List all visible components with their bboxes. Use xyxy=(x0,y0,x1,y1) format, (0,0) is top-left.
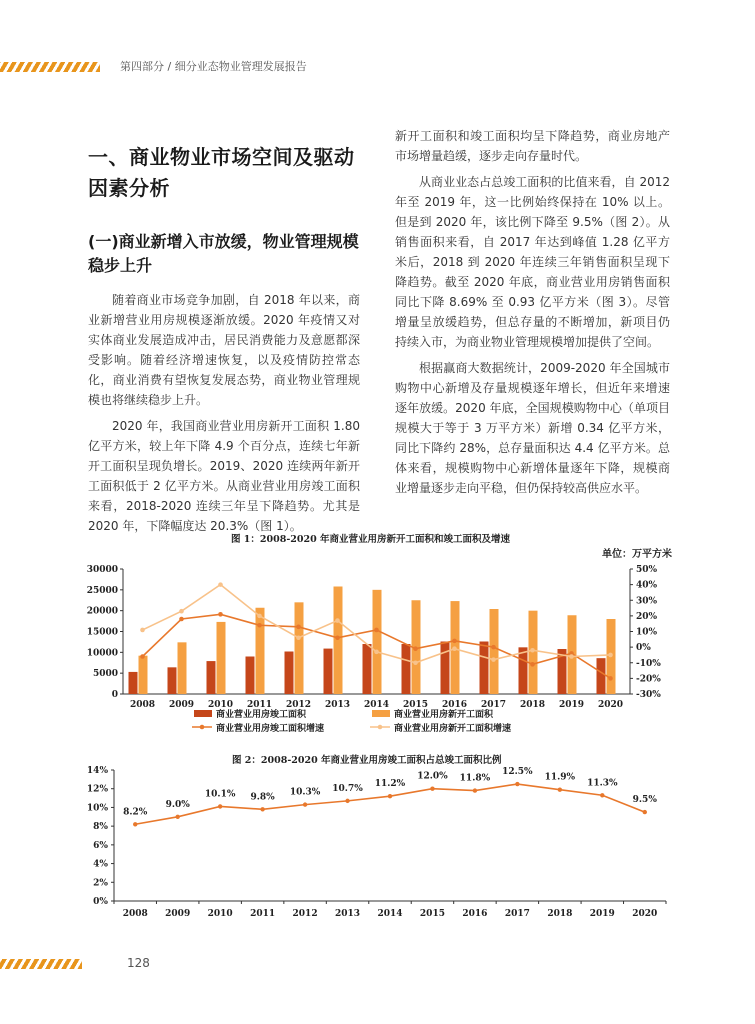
data-label-2013: 10.7% xyxy=(332,783,363,794)
bar-completed-2009 xyxy=(168,667,177,694)
footer-stripe xyxy=(0,959,82,969)
x-tick-label: 2020 xyxy=(597,700,624,710)
bar-completed-2015 xyxy=(402,644,411,694)
legend-label: 商业营业用房竣工面积增速 xyxy=(216,724,325,734)
legend-swatch xyxy=(194,710,212,717)
share-point-2012 xyxy=(303,802,307,806)
bar-new-start-2008 xyxy=(139,656,148,694)
x-tick-label: 2019 xyxy=(558,700,585,710)
data-label-2015: 12.0% xyxy=(417,771,448,782)
legend-swatch xyxy=(372,710,390,717)
bar-completed-2014 xyxy=(363,644,372,694)
y-tick-label: 12% xyxy=(86,784,108,795)
y-tick-label-right: -10% xyxy=(636,658,661,669)
y-tick-label-left: 0 xyxy=(111,690,118,700)
y-tick-label-right: 40% xyxy=(636,580,658,591)
y-tick-label-left: 10000 xyxy=(86,648,118,659)
bar-completed-2018 xyxy=(519,647,528,694)
point-completed-growth-2015 xyxy=(413,646,418,651)
bar-new-start-2011 xyxy=(256,608,265,694)
x-tick-label: 2014 xyxy=(363,700,390,710)
x-tick-label: 2020 xyxy=(632,909,658,919)
legend-label: 商业营业用房新开工面积 xyxy=(394,710,494,720)
point-new-start-growth-2014 xyxy=(374,650,379,655)
bar-completed-2016 xyxy=(441,642,450,695)
y-tick-label: 4% xyxy=(93,859,108,870)
left-column xyxy=(88,142,360,542)
data-label-2008: 8.2% xyxy=(123,807,148,818)
point-completed-growth-2020 xyxy=(608,676,613,681)
bar-new-start-2017 xyxy=(490,609,499,694)
point-completed-growth-2011 xyxy=(257,623,262,628)
x-tick-label: 2017 xyxy=(504,909,530,919)
header-stripe xyxy=(0,62,100,72)
x-tick-label: 2017 xyxy=(480,700,507,710)
x-tick-label: 2016 xyxy=(462,909,488,919)
x-tick-label: 2012 xyxy=(292,909,318,919)
point-completed-growth-2014 xyxy=(374,628,379,633)
x-tick-label: 2018 xyxy=(547,909,573,919)
bar-new-start-2013 xyxy=(334,587,343,695)
x-tick-label: 2011 xyxy=(250,909,276,919)
share-point-2014 xyxy=(388,794,392,798)
point-completed-growth-2018 xyxy=(530,662,535,667)
x-tick-label: 2015 xyxy=(402,700,429,710)
point-new-start-growth-2015 xyxy=(413,660,418,665)
y-tick-label: 2% xyxy=(93,878,108,889)
paragraph-3: 新开工面积和竣工面积均呈下降趋势，商业房地产市场增量趋缓，逐步走向存量时代。 xyxy=(395,129,670,163)
x-tick-label: 2009 xyxy=(165,909,191,919)
x-tick-label: 2013 xyxy=(324,700,351,710)
running-header: 第四部分 / 细分业态物业管理发展报告 xyxy=(120,60,307,73)
data-label-2018: 11.9% xyxy=(544,772,576,783)
chart1-unit: 单位：万平方米 xyxy=(602,549,672,560)
bar-new-start-2010 xyxy=(217,622,226,694)
chart2-line-chart xyxy=(0,762,755,922)
x-tick-label: 2011 xyxy=(246,700,273,710)
point-completed-growth-2013 xyxy=(335,635,340,640)
share-point-2013 xyxy=(345,799,349,803)
point-new-start-growth-2010 xyxy=(218,582,223,587)
point-new-start-growth-2020 xyxy=(608,653,613,658)
bar-completed-2020 xyxy=(597,658,606,694)
share-point-2020 xyxy=(643,810,647,814)
point-completed-growth-2012 xyxy=(296,625,301,630)
chart1-title: 图 1：2008-2020 年商业营业用房新开工面积和竣工面积及增速 xyxy=(231,534,511,545)
x-tick-label: 2008 xyxy=(122,909,148,919)
x-tick-label: 2010 xyxy=(207,909,233,919)
data-label-2020: 9.5% xyxy=(632,795,657,806)
point-new-start-growth-2011 xyxy=(257,614,262,619)
share-point-2011 xyxy=(260,807,264,811)
y-tick-label-right: 10% xyxy=(636,627,658,638)
y-tick-label-left: 15000 xyxy=(86,627,118,638)
bar-new-start-2012 xyxy=(295,602,304,694)
y-tick-label-left: 30000 xyxy=(86,565,118,575)
legend-label: 商业营业用房竣工面积 xyxy=(216,710,307,720)
right-column xyxy=(395,126,670,504)
y-tick-label: 6% xyxy=(93,840,108,851)
y-tick-label-right: 20% xyxy=(636,611,658,622)
share-point-2018 xyxy=(558,787,562,791)
chart2-title: 图 2：2008-2020 年商业营业用房竣工面积占总竣工面积比例 xyxy=(232,755,502,766)
y-tick-label: 10% xyxy=(86,803,108,814)
x-tick-label: 2009 xyxy=(168,700,195,710)
share-point-2015 xyxy=(430,787,434,791)
bar-completed-2011 xyxy=(246,657,255,695)
point-new-start-growth-2008 xyxy=(140,628,145,633)
point-new-start-growth-2016 xyxy=(452,646,457,651)
point-completed-growth-2010 xyxy=(218,612,223,617)
point-completed-growth-2016 xyxy=(452,639,457,644)
point-new-start-growth-2009 xyxy=(179,609,184,614)
bar-completed-2013 xyxy=(324,649,333,694)
data-label-2012: 10.3% xyxy=(289,787,321,798)
bar-completed-2012 xyxy=(285,652,294,695)
point-new-start-growth-2013 xyxy=(335,618,340,623)
data-label-2009: 9.0% xyxy=(165,799,190,810)
share-point-2008 xyxy=(133,822,137,826)
x-tick-label: 2012 xyxy=(285,700,312,710)
y-tick-label: 14% xyxy=(86,766,108,776)
y-tick-label-right: -30% xyxy=(636,690,661,700)
x-tick-label: 2008 xyxy=(129,700,156,710)
x-tick-label: 2010 xyxy=(207,700,234,710)
y-tick-label-right: 0% xyxy=(636,643,651,654)
y-tick-label-left: 5000 xyxy=(92,669,118,680)
paragraph-4: 从商业业态占总竣工面积的比值来看，自 2012 年至 2019 年，这一比例始终保持在 10% 以上。但是到 2020 年，该比例下降至 9.5%（图 2）。从销售面积来看，自 2017 年达到峰值 1.28 亿平方米后，2018 到 2020 年连续三年销售面积呈现下降趋势。截至 2020 年底，商业营业用房销售面积同比下降 8.69% 至 0.93 亿平方米（图 3）。尽管增量呈放缓趋势，但总存量的不断增加，新项目仍持续入市，为商业物业管理规模增加提供了空间。 xyxy=(395,175,670,349)
share-point-2017 xyxy=(515,782,519,786)
x-tick-label: 2013 xyxy=(335,909,361,919)
y-tick-label: 0% xyxy=(93,897,108,907)
x-tick-label: 2014 xyxy=(377,909,403,919)
bar-new-start-2014 xyxy=(373,590,382,694)
data-label-2017: 12.5% xyxy=(502,767,533,778)
point-new-start-growth-2019 xyxy=(569,654,574,659)
paragraph-1: 随着商业市场竞争加剧，自 2018 年以来，商业新增营业用房规模逐渐放缓。2020 年疫情又对实体商业发展造成冲击，居民消费能力及意愿都深受影响。随着经济增速恢复，以及疫情防控常态化，商业消费有望恢复发展态势，商业物业管理规模也将继续稳步上升。 xyxy=(88,293,360,407)
data-label-2016: 11.8% xyxy=(459,773,491,784)
x-tick-label: 2019 xyxy=(589,909,615,919)
x-tick-label: 2018 xyxy=(519,700,546,710)
share-point-2010 xyxy=(218,804,222,808)
x-tick-label: 2015 xyxy=(419,909,445,919)
point-completed-growth-2009 xyxy=(179,617,184,622)
y-tick-label: 8% xyxy=(93,822,108,833)
point-completed-growth-2017 xyxy=(491,645,496,650)
bar-completed-2017 xyxy=(480,642,489,695)
legend-label: 商业营业用房新开工面积增速 xyxy=(394,724,512,734)
y-tick-label-left: 25000 xyxy=(86,585,118,596)
share-point-2019 xyxy=(600,793,604,797)
point-completed-growth-2008 xyxy=(140,654,145,659)
share-point-2009 xyxy=(175,815,179,819)
paragraph-5: 根据赢商大数据统计，2009-2020 年全国城市购物中心新增及存量规模逐年增长，但近年来增速逐年放缓。2020 年底，全国规模购物中心（单项目规模大于等于 3 万平方米）新增 0.34 亿平方米，同比下降约 28%，总存量面积达 4.4 亿平方米。总体来看，规模购物中心新增体量逐年下降，规模商业增量逐步走向平稳，但仍保持较高供应水平。 xyxy=(395,361,670,495)
point-new-start-growth-2012 xyxy=(296,635,301,640)
point-new-start-growth-2018 xyxy=(530,648,535,653)
data-label-2011: 9.8% xyxy=(250,792,275,803)
subsection-title: (一)商业新增入市放缓，物业管理规模稳步上升 xyxy=(88,232,359,275)
section-title: 一、商业物业市场空间及驱动因素分析 xyxy=(88,145,355,200)
chart1-combo-chart xyxy=(0,555,755,760)
share-point-2016 xyxy=(473,788,477,792)
y-tick-label-right: -20% xyxy=(636,674,661,685)
bar-completed-2008 xyxy=(129,672,138,694)
y-tick-label-right: 50% xyxy=(636,565,658,575)
data-label-2014: 11.2% xyxy=(374,779,406,790)
paragraph-2: 2020 年，我国商业营业用房新开工面积 1.80 亿平方米，较上年下降 4.9 个百分点，连续七年新开工面积呈现负增长。2019、2020 连续两年新开工面积低于 2 亿平方米。从商业营业用房竣工面积来看，2018-2020 连续三年呈下降趋势。尤其是 2020 年，下降幅度达 20.3%（图 1）。 xyxy=(88,419,360,533)
x-tick-label: 2016 xyxy=(441,700,468,710)
bar-completed-2010 xyxy=(207,661,216,694)
y-tick-label-right: 30% xyxy=(636,596,658,607)
legend-marker xyxy=(378,725,383,730)
point-new-start-growth-2017 xyxy=(491,657,496,662)
legend-marker xyxy=(200,725,205,730)
data-label-2019: 11.3% xyxy=(587,778,618,789)
data-label-2010: 10.1% xyxy=(204,789,236,800)
y-tick-label-left: 20000 xyxy=(86,606,118,617)
bar-new-start-2009 xyxy=(178,642,187,694)
page-number: 128 xyxy=(127,956,150,970)
